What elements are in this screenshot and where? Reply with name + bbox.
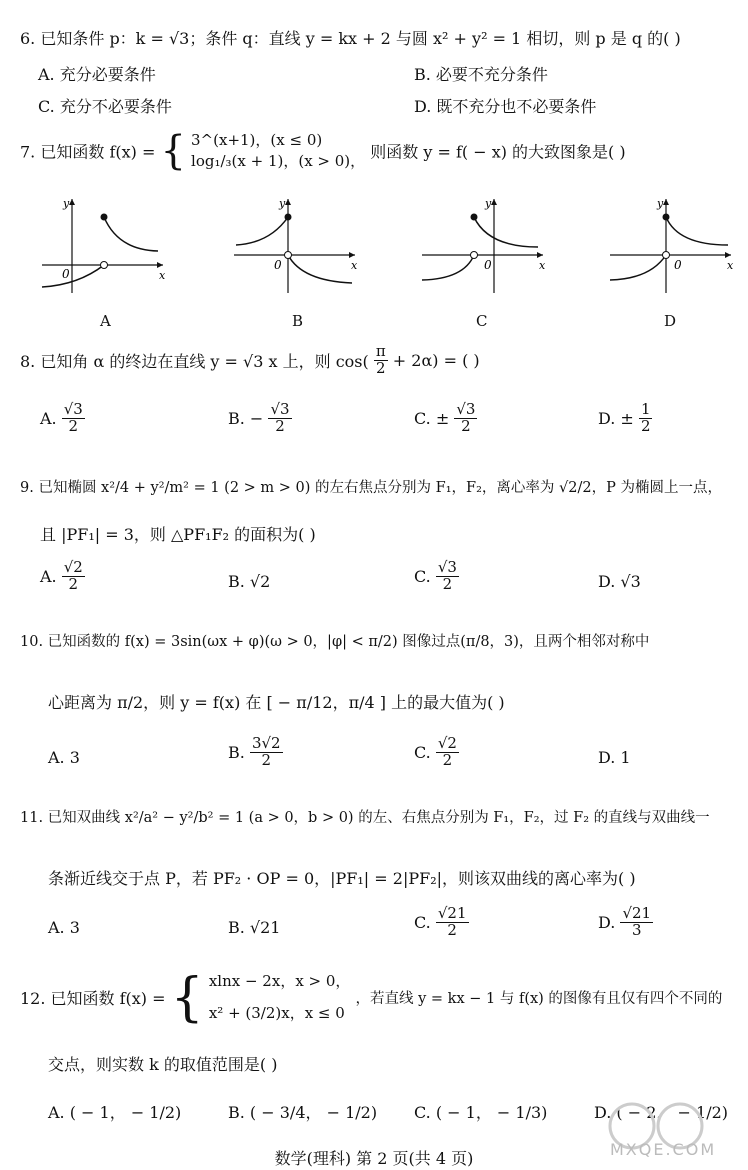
q6-option-d: D. 既不充分也不必要条件 [414,97,597,116]
q9-line-1: 9. 已知椭圆 x²/4 + y²/m² = 1 (2 > m > 0) 的左右焦点分别为 F₁，F₂，离心率为 √2/2，P 为椭圆上一点， [20,480,722,496]
svg-text:y: y [485,197,492,210]
q8-stem-b: + 2α) = ( ) [392,350,480,370]
q12-option-d: D. ( − 2， − 1/2) [594,1103,729,1122]
q6-option-b: B. 必要不充分条件 [414,65,548,84]
q8-pi-over-2: $\frac{\pi}{2}$ [375,342,386,377]
q10-option-c: C. $\frac{√2}{2}$ [414,734,457,769]
watermark-text: MXQE.COM [610,1140,717,1159]
q12-option-c: C. ( − 1， − 1/3) [414,1103,548,1122]
q12-pieces [209,966,351,1029]
q12-stem [20,966,722,1029]
q8-stem [20,344,480,377]
svg-text:0: 0 [674,258,682,272]
q10-line-2: 心距离为 π/2，则 y = f(x) 在 [ − π/12，π/4 ] 上的最大值为( ) [48,693,505,712]
q6-stem: 6. 已知条件 p：k = √3；条件 q：直线 y = kx + 2 与圆 x² + y² = 1 相切，则 p 是 q 的( ) [20,29,681,48]
svg-text:y: y [279,197,286,210]
q8-option-a: A. $\frac{√3}{2}$ [40,400,83,435]
q8-option-c: C. ± $\frac{√3}{2}$ [414,400,476,435]
q9-option-c: C. $\frac{√3}{2}$ [414,558,457,593]
piecewise-brace: { [170,967,204,1028]
graph-label-c: C [476,312,488,330]
q9-option-a: A. $\frac{√2}{2}$ [40,558,83,593]
svg-text:0: 0 [484,258,492,272]
q11-line-2: 条渐近线交于点 P，若 PF₂ · OP = 0，|PF₁| = 2|PF₂|，则该双曲线的离心率为( ) [48,869,636,888]
q12-option-a: A. ( − 1， − 1/2) [48,1103,182,1122]
svg-text:0: 0 [62,267,70,281]
q12-suffix: ，若直线 y = kx − 1 与 f(x) 的图像有且仅有四个不同的 [355,991,723,1007]
q7-prefix: 7. 已知函数 f(x) = [20,142,156,162]
q10-option-d: D. 1 [598,748,631,767]
svg-text:y: y [63,197,70,210]
svg-text:x: x [727,259,734,272]
q8-stem-a: 8. 已知角 α 的终边在直线 y = √3 x 上，则 cos( [20,351,369,371]
q11-option-b: B. √21 [228,918,281,937]
q8-option-b: B. − $\frac{√3}{2}$ [228,400,290,435]
q11-option-d: D. $\frac{√21}{3}$ [598,904,652,939]
q11-line-1: 11. 已知双曲线 x²/a² − y²/b² = 1 (a > 0，b > 0) 的左、右焦点分别为 F₁，F₂，过 F₂ 的直线与双曲线一 [20,810,710,826]
q7-stem [20,130,626,172]
q7-suffix: 则函数 y = f( − x) 的大致图象是( ) [370,142,626,162]
q9-line-2: 且 |PF₁| = 3，则 △PF₁F₂ 的面积为( ) [40,525,316,544]
svg-text:0: 0 [274,258,282,272]
q10-option-b: B. $\frac{3√2}{2}$ [228,734,281,769]
q7-pieces [191,130,365,172]
q12-piece-2: x² + (3/2)x，x ≤ 0 [208,1003,345,1022]
graph-label-a: A [100,312,111,330]
graph-b [230,195,360,295]
q7-piece-1: 3^(x+1)，(x ≤ 0) [191,131,323,149]
q12-line-2: 交点，则实数 k 的取值范围是( ) [48,1055,278,1074]
q7-piece-2: log₁/₃(x + 1)，(x > 0)， [191,152,366,170]
q10-line-1: 10. 已知函数的 f(x) = 3sin(ωx + φ)(ω > 0，|φ| < π/2) 图像过点(π/8，3)，且两个相邻对称中 [20,634,650,650]
svg-text:y: y [657,197,664,210]
q6-option-c: C. 充分不必要条件 [38,97,172,116]
q9-option-b: B. √2 [228,572,271,591]
graph-c [418,195,548,295]
piecewise-brace: { [160,128,186,174]
svg-text:x: x [159,269,166,282]
q8-option-d: D. ± $\frac{1}{2}$ [598,400,651,435]
q6-option-a: A. 充分必要条件 [38,65,156,84]
q12-prefix: 12. 已知函数 f(x) = [20,989,166,1008]
graph-label-d: D [664,312,677,330]
graph-d [606,195,736,295]
q12-piece-1: xlnx − 2x，x > 0， [208,972,351,990]
svg-text:x: x [539,259,546,272]
svg-text:x: x [351,259,358,272]
q11-option-c: C. $\frac{√21}{2}$ [414,904,467,939]
graph-label-b: B [292,312,304,330]
page-footer: 数学(理科) 第 2 页(共 4 页) [274,1149,474,1168]
q11-option-a: A. 3 [48,918,80,937]
q12-option-b: B. ( − 3/4， − 1/2) [228,1103,378,1122]
graph-a [38,195,168,295]
q10-option-a: A. 3 [48,748,80,767]
q9-option-d: D. √3 [598,572,641,591]
